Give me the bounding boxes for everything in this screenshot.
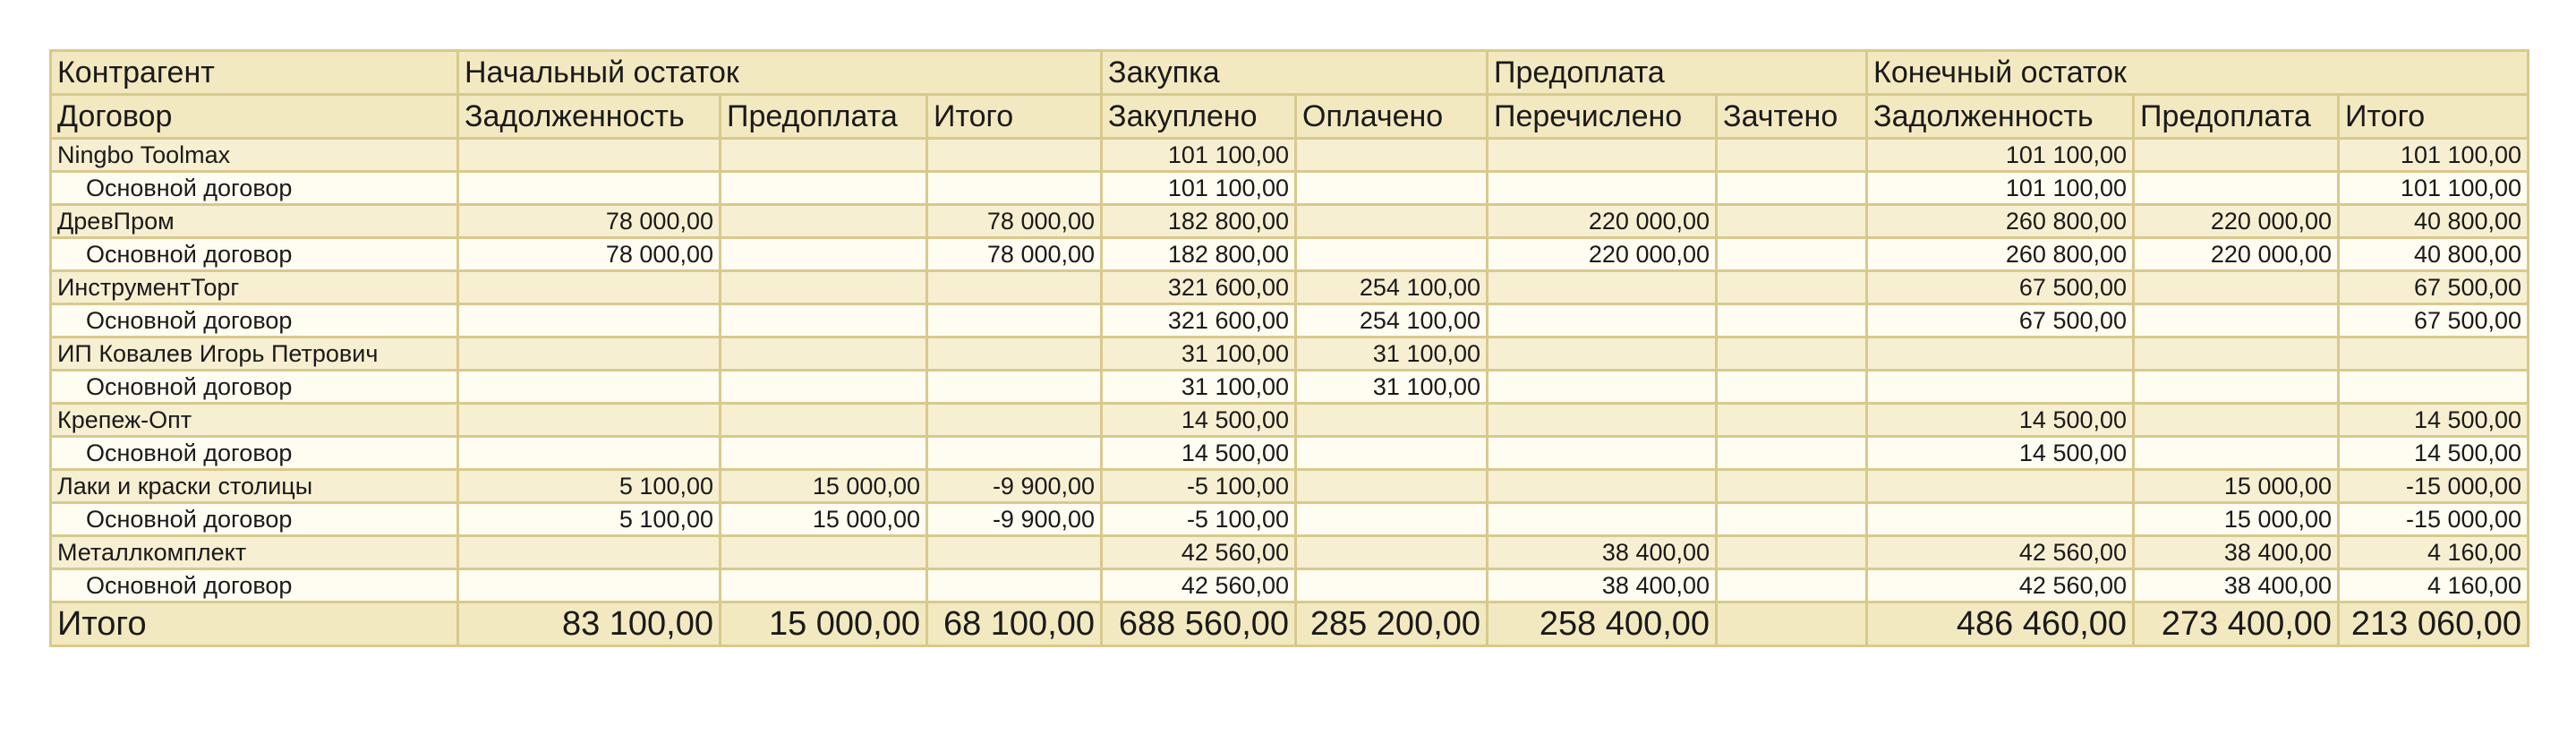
cell-purchased: 31 100,00 (1102, 337, 1296, 371)
cell-offset (1717, 304, 1867, 337)
cell-opening-total: -9 900,00 (927, 503, 1102, 536)
cell-transferred: 38 400,00 (1488, 569, 1717, 602)
cell-transferred: 220 000,00 (1488, 238, 1717, 271)
cell-purchased: 42 560,00 (1102, 536, 1296, 569)
cell-opening-total (927, 271, 1102, 304)
total-opening-prepayment: 15 000,00 (721, 602, 927, 646)
cell-opening-prepayment (721, 172, 927, 205)
cell-paid (1296, 238, 1488, 271)
cell-closing-total: 40 800,00 (2339, 238, 2529, 271)
cell-opening-prepayment (721, 569, 927, 602)
cell-closing-prepayment: 220 000,00 (2134, 238, 2339, 271)
cell-paid: 31 100,00 (1296, 371, 1488, 404)
cell-transferred (1488, 470, 1717, 503)
row-name: Основной договор (51, 238, 458, 271)
cell-offset (1717, 503, 1867, 536)
cell-paid: 254 100,00 (1296, 304, 1488, 337)
cell-opening-debt (458, 304, 721, 337)
header-closing-total: Итого (2339, 95, 2529, 139)
cell-opening-prepayment: 15 000,00 (721, 503, 927, 536)
header-opening-debt: Задолженность (458, 95, 721, 139)
cell-opening-prepayment (721, 404, 927, 437)
contract-row[interactable] (51, 569, 2529, 602)
counterparty-row[interactable] (51, 205, 2529, 238)
cell-closing-prepayment (2134, 139, 2339, 172)
header-opening-total: Итого (927, 95, 1102, 139)
row-name: Основной договор (51, 172, 458, 205)
header-counterparty: Контрагент (51, 51, 458, 95)
cell-offset (1717, 470, 1867, 503)
cell-opening-total: -9 900,00 (927, 470, 1102, 503)
cell-purchased: 321 600,00 (1102, 304, 1296, 337)
header-contract: Договор (51, 95, 458, 139)
cell-purchased: 321 600,00 (1102, 271, 1296, 304)
cell-opening-total: 78 000,00 (927, 205, 1102, 238)
cell-closing-total: 67 500,00 (2339, 271, 2529, 304)
cell-purchased: 182 800,00 (1102, 238, 1296, 271)
header-closing-debt: Задолженность (1867, 95, 2134, 139)
cell-opening-prepayment (721, 139, 927, 172)
total-closing-total: 213 060,00 (2339, 602, 2529, 646)
cell-offset (1717, 437, 1867, 470)
purchases-settlements-report (49, 49, 2529, 647)
header-row-columns (51, 95, 2529, 139)
cell-opening-debt (458, 371, 721, 404)
cell-closing-prepayment: 15 000,00 (2134, 470, 2339, 503)
cell-opening-debt (458, 337, 721, 371)
report-body (51, 139, 2529, 602)
totals-label: Итого (51, 602, 458, 646)
cell-opening-debt: 78 000,00 (458, 205, 721, 238)
header-opening-balance: Начальный остаток (458, 51, 1102, 95)
cell-closing-prepayment: 38 400,00 (2134, 536, 2339, 569)
cell-purchased: 31 100,00 (1102, 371, 1296, 404)
row-name: ДревПром (51, 205, 458, 238)
row-name: Ningbo Toolmax (51, 139, 458, 172)
cell-offset (1717, 271, 1867, 304)
cell-closing-debt: 42 560,00 (1867, 536, 2134, 569)
counterparty-row[interactable] (51, 337, 2529, 371)
cell-closing-total: 4 160,00 (2339, 536, 2529, 569)
cell-opening-total (927, 437, 1102, 470)
cell-opening-prepayment (721, 271, 927, 304)
cell-purchased: 14 500,00 (1102, 404, 1296, 437)
cell-opening-debt (458, 271, 721, 304)
cell-offset (1717, 536, 1867, 569)
cell-purchased: -5 100,00 (1102, 470, 1296, 503)
cell-opening-prepayment (721, 238, 927, 271)
cell-opening-debt (458, 569, 721, 602)
cell-closing-total (2339, 371, 2529, 404)
cell-transferred (1488, 371, 1717, 404)
cell-transferred (1488, 404, 1717, 437)
cell-opening-total (927, 569, 1102, 602)
row-name: Основной договор (51, 503, 458, 536)
cell-closing-debt: 101 100,00 (1867, 139, 2134, 172)
cell-paid (1296, 139, 1488, 172)
header-closing-prepayment: Предоплата (2134, 95, 2339, 139)
contract-row[interactable] (51, 304, 2529, 337)
cell-paid (1296, 536, 1488, 569)
header-transferred: Перечислено (1488, 95, 1717, 139)
cell-opening-total (927, 404, 1102, 437)
cell-transferred (1488, 172, 1717, 205)
row-name: Лаки и краски столицы (51, 470, 458, 503)
cell-transferred (1488, 271, 1717, 304)
counterparty-row[interactable] (51, 271, 2529, 304)
cell-opening-debt (458, 536, 721, 569)
cell-closing-prepayment (2134, 304, 2339, 337)
header-prepayment: Предоплата (1488, 51, 1867, 95)
header-offset: Зачтено (1717, 95, 1867, 139)
cell-closing-total: -15 000,00 (2339, 503, 2529, 536)
cell-opening-total (927, 172, 1102, 205)
counterparty-row[interactable] (51, 404, 2529, 437)
cell-closing-debt: 67 500,00 (1867, 304, 2134, 337)
cell-closing-total: 40 800,00 (2339, 205, 2529, 238)
cell-transferred (1488, 437, 1717, 470)
cell-closing-debt: 101 100,00 (1867, 172, 2134, 205)
total-opening-total: 68 100,00 (927, 602, 1102, 646)
cell-transferred (1488, 304, 1717, 337)
row-name: ИП Ковалев Игорь Петрович (51, 337, 458, 371)
cell-purchased: 101 100,00 (1102, 172, 1296, 205)
cell-purchased: 14 500,00 (1102, 437, 1296, 470)
cell-purchased: 182 800,00 (1102, 205, 1296, 238)
cell-opening-debt (458, 437, 721, 470)
cell-offset (1717, 172, 1867, 205)
cell-closing-debt: 260 800,00 (1867, 238, 2134, 271)
row-name: Крепеж-Опт (51, 404, 458, 437)
contract-row[interactable] (51, 371, 2529, 404)
cell-closing-prepayment (2134, 371, 2339, 404)
cell-opening-debt (458, 404, 721, 437)
cell-opening-debt: 5 100,00 (458, 470, 721, 503)
cell-opening-total (927, 139, 1102, 172)
report-footer (51, 602, 2529, 646)
row-name: Основной договор (51, 371, 458, 404)
total-purchased: 688 560,00 (1102, 602, 1296, 646)
cell-closing-debt: 260 800,00 (1867, 205, 2134, 238)
cell-closing-debt (1867, 470, 2134, 503)
cell-opening-total (927, 337, 1102, 371)
cell-purchased: 101 100,00 (1102, 139, 1296, 172)
cell-transferred (1488, 503, 1717, 536)
cell-paid (1296, 437, 1488, 470)
contract-row[interactable] (51, 503, 2529, 536)
cell-offset (1717, 337, 1867, 371)
counterparty-row[interactable] (51, 139, 2529, 172)
total-offset (1717, 602, 1867, 646)
totals-row (51, 602, 2529, 646)
cell-opening-total (927, 536, 1102, 569)
cell-paid (1296, 205, 1488, 238)
row-name: Основной договор (51, 437, 458, 470)
total-paid: 285 200,00 (1296, 602, 1488, 646)
report-header (51, 51, 2529, 139)
cell-closing-prepayment: 220 000,00 (2134, 205, 2339, 238)
header-opening-prepayment: Предоплата (721, 95, 927, 139)
total-transferred: 258 400,00 (1488, 602, 1717, 646)
cell-closing-debt (1867, 337, 2134, 371)
cell-purchased: -5 100,00 (1102, 503, 1296, 536)
cell-opening-total: 78 000,00 (927, 238, 1102, 271)
total-opening-debt: 83 100,00 (458, 602, 721, 646)
cell-closing-debt: 14 500,00 (1867, 437, 2134, 470)
counterparty-row[interactable] (51, 536, 2529, 569)
cell-opening-prepayment (721, 205, 927, 238)
cell-closing-debt (1867, 503, 2134, 536)
cell-closing-total: 67 500,00 (2339, 304, 2529, 337)
cell-offset (1717, 205, 1867, 238)
cell-offset (1717, 569, 1867, 602)
cell-closing-debt: 67 500,00 (1867, 271, 2134, 304)
cell-paid (1296, 404, 1488, 437)
cell-opening-debt: 5 100,00 (458, 503, 721, 536)
cell-opening-prepayment (721, 536, 927, 569)
cell-paid (1296, 503, 1488, 536)
header-paid: Оплачено (1296, 95, 1488, 139)
cell-closing-prepayment (2134, 271, 2339, 304)
header-closing-balance: Конечный остаток (1867, 51, 2529, 95)
cell-paid (1296, 172, 1488, 205)
cell-closing-total: 101 100,00 (2339, 139, 2529, 172)
contract-row[interactable] (51, 437, 2529, 470)
cell-closing-prepayment: 15 000,00 (2134, 503, 2339, 536)
header-purchase: Закупка (1102, 51, 1488, 95)
cell-offset (1717, 404, 1867, 437)
cell-closing-total: -15 000,00 (2339, 470, 2529, 503)
row-name: Основной договор (51, 304, 458, 337)
cell-closing-prepayment (2134, 404, 2339, 437)
total-closing-prepayment: 273 400,00 (2134, 602, 2339, 646)
cell-closing-total: 14 500,00 (2339, 404, 2529, 437)
cell-opening-total (927, 304, 1102, 337)
total-closing-debt: 486 460,00 (1867, 602, 2134, 646)
cell-closing-total: 4 160,00 (2339, 569, 2529, 602)
cell-offset (1717, 139, 1867, 172)
cell-paid (1296, 569, 1488, 602)
cell-closing-total: 14 500,00 (2339, 437, 2529, 470)
cell-opening-prepayment (721, 304, 927, 337)
cell-opening-debt (458, 172, 721, 205)
cell-closing-prepayment (2134, 337, 2339, 371)
row-name: ИнструментТорг (51, 271, 458, 304)
cell-opening-prepayment: 15 000,00 (721, 470, 927, 503)
cell-opening-prepayment (721, 437, 927, 470)
counterparty-row[interactable] (51, 470, 2529, 503)
row-name: Металлкомплект (51, 536, 458, 569)
cell-closing-debt: 14 500,00 (1867, 404, 2134, 437)
contract-row[interactable] (51, 172, 2529, 205)
cell-closing-prepayment: 38 400,00 (2134, 569, 2339, 602)
cell-paid (1296, 470, 1488, 503)
cell-closing-prepayment (2134, 172, 2339, 205)
cell-transferred (1488, 337, 1717, 371)
row-name: Основной договор (51, 569, 458, 602)
cell-paid: 31 100,00 (1296, 337, 1488, 371)
header-purchased: Закуплено (1102, 95, 1296, 139)
cell-closing-prepayment (2134, 437, 2339, 470)
contract-row[interactable] (51, 238, 2529, 271)
cell-opening-debt: 78 000,00 (458, 238, 721, 271)
cell-closing-debt: 42 560,00 (1867, 569, 2134, 602)
cell-transferred (1488, 139, 1717, 172)
cell-transferred: 38 400,00 (1488, 536, 1717, 569)
cell-opening-prepayment (721, 337, 927, 371)
cell-closing-debt (1867, 371, 2134, 404)
cell-closing-total (2339, 337, 2529, 371)
cell-paid: 254 100,00 (1296, 271, 1488, 304)
header-row-groups (51, 51, 2529, 95)
cell-closing-total: 101 100,00 (2339, 172, 2529, 205)
cell-opening-prepayment (721, 371, 927, 404)
cell-purchased: 42 560,00 (1102, 569, 1296, 602)
cell-opening-debt (458, 139, 721, 172)
cell-transferred: 220 000,00 (1488, 205, 1717, 238)
cell-opening-total (927, 371, 1102, 404)
cell-offset (1717, 238, 1867, 271)
cell-offset (1717, 371, 1867, 404)
